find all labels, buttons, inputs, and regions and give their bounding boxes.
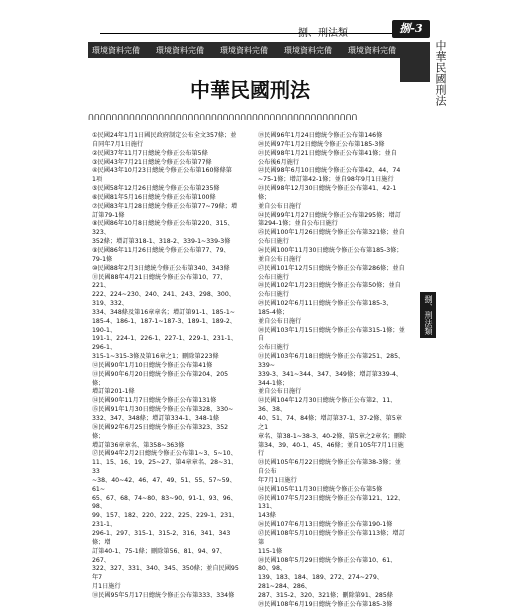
history-line: 增訂第201-1條 [92,388,135,396]
history-line: ⑯民國92年6月25日總統令修正公布第323、352條； [92,423,229,440]
history-line: ④民國43年10月23日總統令修正公布第160條條第 [92,167,232,175]
history-line: ㊴民國108年6月19日總統令修正公布第185-3條 [258,600,393,608]
page-code-badge: 捌-3 [392,20,430,38]
history-line: 339-3、341~344、347、349條；增訂第339-4、344-1條； [258,370,403,387]
history-line: 訂第79-1條 [92,211,125,219]
history-line: ⑮民國91年1月30日總統令修正公布第328、330~ [92,406,234,414]
history-line: ⑱民國95年5月17日總統令修正公布第333、334條 [92,591,235,599]
history-line: 287、315-2、320、321條；刪除第91、285條 [258,591,393,599]
history-line: ㉘民國102年1月23日總統令修正公布第50條；並自 [258,282,401,290]
banner [88,42,400,58]
history-line: ㉚民國103年1月15日總統令修正公布第315-1條；並自 [258,326,405,343]
vertical-title: 中華民國刑法 [434,40,447,106]
history-line: 99、157、182、220、222、225、229-1、231、231-1、 [92,512,239,529]
history-line: ㊳民國108年5月29日總統令修正公布第10、61、80、98、 [258,556,397,573]
history-line: ㉑民國98年1月21日總統令修正公布第41條；並自 [258,149,397,157]
history-line: 191-1、224-1、226-1、227-1、229-1、231-1、296-1、 [92,335,238,352]
history-line: 並自公布日施行 [258,317,302,325]
history-line: ㉔民國99年1月27日總統令修正公布第295條；增訂 [258,211,401,219]
history-line: ㉞民國105年11月30日總統令修正公布第5條 [258,485,383,493]
history-line: 章名、第38-1~38-3、40-2條、第5章之2章名；刪除 [258,432,406,440]
history-line: ⑩民國88年2月3日總統令修正公布第340、343條 [92,264,230,272]
history-line: 40、51、74、84條；增訂第37-1、37-2條、第5章之1 [258,415,402,431]
history-line: 1項 [92,176,103,184]
history-line: ㉝民國105年6月22日總統令修正公布第38-3條；並自公布 [258,459,401,476]
history-line: 11、15、16、19、25~27、第4章章名、28~31、33 [92,459,238,476]
history-line: 公布後6月施行 [258,158,300,166]
decorative-rule: ᑎᑎᑎᑎᑎᑎᑎᑎᑎᑎᑎᑎᑎᑎᑎᑎᑎᑎᑎᑎᑎᑎᑎᑎᑎᑎᑎᑎᑎᑎᑎᑎᑎᑎᑎᑎᑎᑎᑎᑎᑎᑎᑎᑎᑎᑎ [88,113,358,122]
history-line: 115-1條 [258,547,283,555]
history-line: 139、183、184、189、272、274~279、281~284、286、 [258,574,383,591]
history-line: ㉗民國101年12月5日總統令修正公布第286條；並自 [258,264,405,272]
history-column-right [258,132,406,610]
banner-item: 環境資料完備 [220,45,268,55]
history-line: 公布日施行 [258,291,289,299]
history-line: ㉙民國102年6月11日總統令修正公布第185-3、185-4條； [258,300,393,316]
history-line: ①民國24年1月1日國民政府制定公布全文357條；並 [92,132,237,139]
history-line: ③民國43年7月21日總統令修正公布第77條 [92,158,212,166]
history-line: 訂第40-1、75-1條；刪除第56、81、94、97、267、 [92,547,226,564]
history-line: 322、327、331、340、345、350條；並自民國95年7 [92,565,239,582]
history-line: ⑫民國90年1月10日總統令修正公布第41條 [92,361,213,369]
history-line: ~38、40~42、46、47、49、51、55、57~59、61~ [92,476,236,493]
history-line: 352條；增訂第318-1、318-2、339-1~339-3條 [92,238,231,246]
history-line: ⑲民國96年1月24日總統令修正公布第146條 [258,132,383,139]
banner-item: 環境資料完備 [92,45,140,55]
history-line: ㉕民國100年1月26日總統令修正公布第321條；並自 [258,229,405,237]
history-line: 332、347、348條；增訂第334-1、348-1條 [92,415,220,422]
history-line: 公布日施行 [258,238,289,246]
history-line: ㉜民國104年12月30日總統令修正公布第2、11、36、38、 [258,397,397,414]
history-line: 年7月1日施行 [258,476,297,484]
history-line: 143條 [258,512,276,520]
history-line: ⑭民國90年11月7日總統令修正公布第131條 [92,397,217,405]
history-line: ⑥民國81年5月16日總統令修正公布第100條 [92,193,216,201]
history-line: 65、67、68、74~80、83~90、91-1、93、96、98、 [92,494,237,511]
header-rule [100,33,392,34]
history-line: ㉛民國103年6月18日總統令修正公布第251、285、339~ [258,353,405,369]
history-line: 315-1~315-3條及第16章之1；刪除第223條 [92,353,219,361]
page-title: 中華民國刑法 [190,78,310,102]
banner-item: 環境資料完備 [156,45,204,55]
history-line: ㊱民國107年6月13日總統令修正公布第190-1條 [258,521,393,529]
history-line: ⑨民國86年11月26日總統令修正公布第77、79、 [92,246,230,254]
banner-item: 環境資料完備 [284,45,332,55]
history-line: 第294-1條；並自公布日施行 [258,220,338,228]
chapter-tab: 捌、刑法類 [420,292,436,338]
history-line: 並自公布日施行 [258,255,302,263]
history-line: ⑳民國97年1月2日總統令修正公布第185-3條 [258,140,385,148]
page-header [0,0,520,40]
banner-item: 環境資料完備 [348,45,396,55]
history-line: 公布日施行 [258,344,289,352]
history-line: ㉟民國107年5月23日總統令修正公布第121、122、131、 [258,494,405,511]
history-line: 334、348條及第16章章名；增訂第91-1、185-1~ [92,308,235,316]
history-line: ⑧民國86年10月8日總統令修正公布第220、315、323、 [92,220,234,237]
history-line: ㉖民國100年11月30日總統令修正公布第185-3條； [258,246,403,254]
history-line: 79-1條 [92,255,113,263]
history-line: 月1日施行 [92,583,121,591]
history-line: ㉓民國98年12月30日總統令修正公布第41、42-1條； [258,185,397,201]
history-line: 增訂第36章章名、第358~363條 [92,441,185,449]
history-line: ⑰民國94年2月2日總統令修正公布第1~3、5~10、 [92,450,237,458]
history-line: ②民國37年11月7日總統令修正公布第5條 [92,149,208,157]
history-line: 公布日施行 [258,273,289,281]
history-line: ⑪民國88年4月21日總統令修正公布第10、77、221、 [92,273,227,290]
history-line: 第34、39、40-1、45、46條；並自105年7月1日施行 [258,441,404,458]
history-line: ⑦民國83年1月28日總統令修正公布第77~79條；增 [92,202,238,210]
history-line: 185-4、186-1、187-1~187-3、189-1、189-2、190-1、 [92,317,236,334]
history-line: 並自公布日施行 [258,388,302,396]
history-line: ⑤民國58年12月26日總統令修正公布第235條 [92,185,220,193]
history-line: ⑬民國90年6月20日總統令修正公布第204、205條； [92,370,229,387]
history-column-left [92,132,240,601]
history-line: 並自公布日施行 [258,202,302,210]
history-line: ~75-1條；增訂第42-1條；並自98年9月1日施行 [258,176,394,184]
history-line: 222、224~230、240、241、243、298、300、319、332、 [92,291,235,308]
history-line: 296-1、297、315-1、315-2、316、341、343條；增 [92,529,231,546]
history-line: ㊲民國108年5月10日總統令修正公布第113條；增訂第 [258,529,405,546]
history-line: 自同年7月1日施行 [92,140,144,148]
history-line: ㉒民國98年6月10日總統令修正公布第42、44、74 [258,167,401,175]
section-label: 捌、刑法類 [298,28,348,39]
